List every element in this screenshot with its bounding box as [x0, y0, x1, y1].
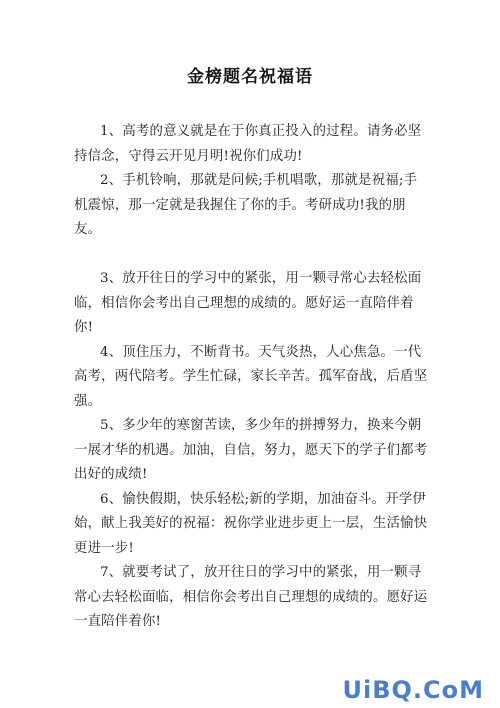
site-watermark: UiBQ.CoM	[342, 676, 484, 704]
paragraph-6: 6、愉快假期，快乐轻松;新的学期，加油奋斗。开学伊始，献上我美好的祝福：祝你学业进步更上一层，生活愉快更进一步!	[74, 491, 428, 556]
paragraph-3: 3、放开往日的学习中的紧张，用一颗寻常心去轻松面临，相信你会考出自己理想的成绩的。愿好运一直陪伴着你!	[74, 271, 422, 335]
paragraph-1: 1、高考的意义就是在于你真正投入的过程。请务必坚持信念，守得云开见月明!祝你们成功!	[74, 124, 422, 164]
document-body	[74, 120, 430, 635]
paragraph-spacer	[74, 243, 430, 268]
document-title: 金榜题名祝福语	[187, 67, 313, 87]
paragraph-2: 2、手机铃响，那就是问候;手机唱歌，那就是祝福;手机震惊，那一定就是我握住了你的手。考研成功!我的朋友。	[74, 173, 418, 237]
paragraph-7: 7、就要考试了，放开往日的学习中的紧张，用一颗寻常心去轻松面临，相信你会考出自己理想的成绩的。愿好运一直陪伴着你!	[74, 565, 428, 629]
paragraph-5: 5、多少年的寒窗苦读，多少年的拼搏努力，换来今朝一展才华的机遇。加油，自信，努力，愿天下的学子们都考出好的成绩!	[74, 418, 428, 482]
paragraph-4: 4、顶住压力，不断背书。天气炎热，人心焦急。一代高考，两代陪考。学生忙碌，家长辛苦。孤军奋战，后盾坚强。	[74, 344, 428, 409]
